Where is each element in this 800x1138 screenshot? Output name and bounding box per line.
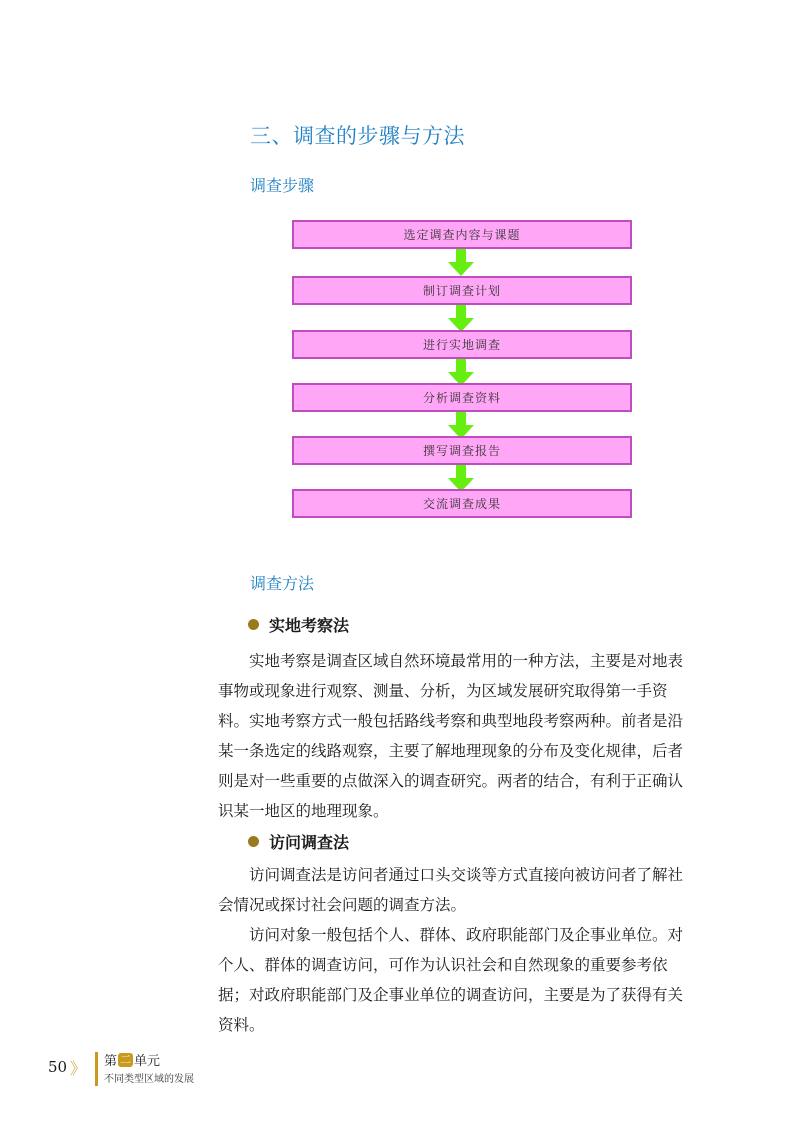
flow-step-write-report: 撰写调查报告 bbox=[292, 436, 632, 465]
double-chevron-icon: 》 bbox=[70, 1059, 87, 1078]
paragraph-line: 则是对一些重要的点做深入的调查研究。两者的结合，有利于正确认 bbox=[218, 772, 684, 790]
paragraph-line: 访问调查法是访问者通过口头交谈等方式直接向被访问者了解社 bbox=[218, 866, 684, 884]
unit-suffix: 单元 bbox=[134, 1054, 161, 1069]
method-interview-title: 访问调查法 bbox=[269, 833, 350, 852]
down-arrow-icon bbox=[446, 359, 476, 386]
paragraph-line: 实地考察是调查区域自然环境最常用的一种方法，主要是对地表 bbox=[218, 652, 684, 670]
methods-heading: 调查方法 bbox=[250, 574, 315, 593]
method-field-study-paragraph bbox=[218, 646, 718, 826]
paragraph-line: 据；对政府职能部门及企事业单位的调查访问，主要是为了获得有关 bbox=[218, 986, 684, 1004]
flow-step-field-survey: 进行实地调查 bbox=[292, 330, 632, 359]
unit-label bbox=[104, 1050, 160, 1069]
paragraph-line: 个人、群体的调查访问，可作为认识社会和自然现象的重要参考依 bbox=[218, 956, 668, 974]
paragraph-line: 访问对象一般包括个人、群体、政府职能部门及企事业单位。对 bbox=[218, 926, 684, 944]
unit-subtitle: 不同类型区域的发展 bbox=[104, 1074, 194, 1085]
method-field-study-heading bbox=[248, 613, 349, 636]
paragraph-line: 料。实地考察方式一般包括路线考察和典型地段考察两种。前者是沿 bbox=[218, 712, 684, 730]
paragraph-line: 识某一地区的地理现象。 bbox=[218, 802, 389, 820]
steps-heading: 调查步骤 bbox=[250, 176, 315, 195]
flow-step-select-topic: 选定调查内容与课题 bbox=[292, 220, 632, 249]
method-interview-paragraph-1 bbox=[218, 860, 718, 920]
paragraph-line: 事物或现象进行观察、测量、分析，为区域发展研究取得第一手资 bbox=[218, 682, 668, 700]
page-number: 50 bbox=[48, 1058, 68, 1076]
down-arrow-icon bbox=[446, 305, 476, 332]
flow-step-analyze-data: 分析调查资料 bbox=[292, 383, 632, 412]
method-interview-paragraph-2 bbox=[218, 920, 718, 1040]
paragraph-line: 会情况或探讨社会问题的调查方法。 bbox=[218, 896, 467, 914]
flow-step-make-plan: 制订调查计划 bbox=[292, 276, 632, 305]
bullet-dot-icon bbox=[248, 836, 259, 847]
down-arrow-icon bbox=[446, 412, 476, 439]
unit-number-badge: 二 bbox=[120, 1052, 132, 1066]
paragraph-line: 资料。 bbox=[218, 1016, 265, 1034]
section-title: 三、调查的步骤与方法 bbox=[250, 124, 465, 148]
unit-prefix: 第 bbox=[104, 1054, 118, 1069]
flow-step-share-results: 交流调查成果 bbox=[292, 489, 632, 518]
footer-divider bbox=[95, 1052, 98, 1086]
paragraph-line: 某一条选定的线路观察，主要了解地理现象的分布及变化规律，后者 bbox=[218, 742, 684, 760]
method-field-study-title: 实地考察法 bbox=[269, 616, 350, 635]
bullet-dot-icon bbox=[248, 619, 259, 630]
down-arrow-icon bbox=[446, 249, 476, 276]
down-arrow-icon bbox=[446, 465, 476, 492]
method-interview-heading bbox=[248, 830, 349, 853]
